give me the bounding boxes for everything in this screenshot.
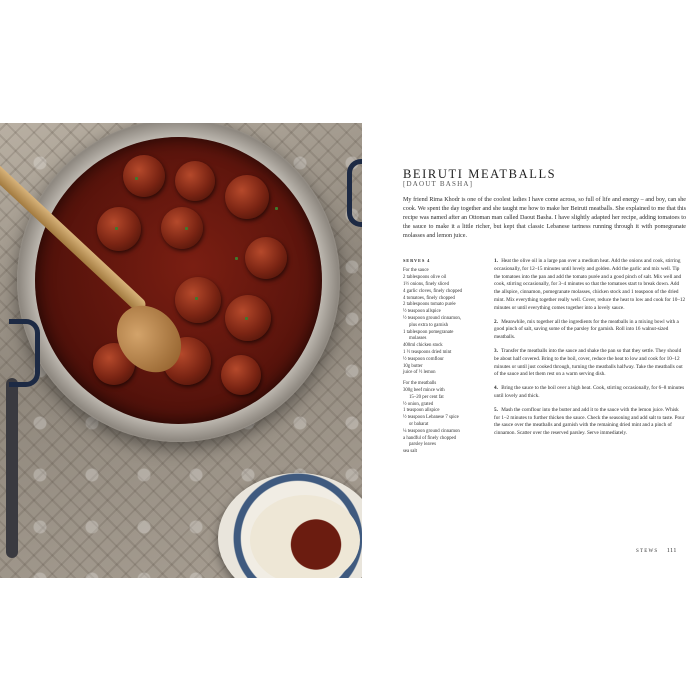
ingredients-column xyxy=(403,258,487,460)
ingredient-item: juice of ½ lemon xyxy=(403,370,436,376)
ingredient-item: or baharat xyxy=(409,421,429,427)
meatball xyxy=(161,207,203,249)
step-number: 5. xyxy=(494,406,498,413)
page-number: 111 xyxy=(666,548,677,554)
ingredient-item: ½ teaspoon cornflour xyxy=(403,356,444,362)
parsley-garnish xyxy=(135,177,138,180)
ingredient-item: parsley leaves xyxy=(409,442,437,448)
parsley-garnish xyxy=(195,297,198,300)
step-text: Meanwhile, mix together all the ingredients for the meatballs in a mixing bowl with a good pinch of salt, saving some of the parsley for garnish. Roll into 16 walnut-sized meatballs. xyxy=(494,318,679,341)
recipe-title: BEIRUTI MEATBALLS xyxy=(403,167,557,181)
step-number: 3. xyxy=(494,347,498,354)
ingredient-item: 1½ onions, finely sliced xyxy=(403,281,449,287)
meatball xyxy=(225,295,271,341)
method-step xyxy=(494,348,686,379)
ingredient-item: 1 ½ teaspoons dried mint xyxy=(403,349,452,355)
meatball xyxy=(123,155,165,197)
tomato-sauce xyxy=(35,137,322,424)
ingredient-item: plus extra to garnish xyxy=(409,322,449,328)
section-name: STEWS xyxy=(636,549,659,554)
recipe-subtitle: [DAOUT BASHA] xyxy=(403,180,474,188)
method-step xyxy=(494,407,686,438)
pot-handle-left xyxy=(9,319,40,387)
step-text: Mash the cornflour into the butter and add it to the sauce with the lemon juice. Whisk for 1–2 minutes to further thicken the sauce. Check the seasoning and add salt to taste. Pour the sauce over the meatballs and garnish with the remaining dried mint and a pinch of cinnamon. Scatter over the reserved parsley. Serve immediately. xyxy=(494,406,685,437)
page-footer xyxy=(636,548,677,554)
method-step xyxy=(494,385,686,401)
ingredient-item: 4 tomatoes, finely chopped xyxy=(403,295,455,301)
rice-and-meatballs xyxy=(250,495,360,578)
ingredient-item: molasses xyxy=(409,336,427,342)
ingredient-item: 1 tablespoon pomegranate xyxy=(403,329,454,335)
meatball xyxy=(175,277,221,323)
method-step xyxy=(494,319,686,342)
ingredient-item: 2 tablespoons olive oil xyxy=(403,275,447,281)
meatball xyxy=(221,355,261,395)
meatballs-label: For the meatballs xyxy=(403,381,437,387)
ingredient-item: ½ teaspoon ground cinnamon, xyxy=(403,315,461,321)
meatball-ingredients xyxy=(403,388,487,456)
ingredient-item: ½ teaspoon Lebanese 7 spice xyxy=(403,415,459,421)
ingredient-item: a handful of finely chopped xyxy=(403,435,457,441)
step-text: Bring the sauce to the boil over a high heat. Cook, stirring occasionally, for 6–8 minutes until lovely and thick. xyxy=(494,385,685,399)
cooking-pot xyxy=(17,123,340,442)
recipe-photo xyxy=(0,123,362,578)
ingredient-item: ½ teaspoon allspice xyxy=(403,309,441,315)
ingredient-item: 4 garlic cloves, finely chopped xyxy=(403,288,463,294)
sauce-label: For the sauce xyxy=(403,268,429,274)
knife-handle xyxy=(6,378,18,558)
ingredient-item: 1 teaspoon allspice xyxy=(403,408,440,414)
step-number: 4. xyxy=(494,385,498,392)
meatball xyxy=(97,207,141,251)
parsley-garnish xyxy=(245,317,248,320)
parsley-garnish xyxy=(115,227,118,230)
ingredient-item: 10g butter xyxy=(403,363,423,369)
step-text: Transfer the meatballs into the sauce and shake the pan so that they settle. They should be about half covered. Bring to the boil, cover, reduce the heat to low and cook for 10–12 minutes or until just cooked through, turning the meatballs halfway. Take the meatballs out of the sauce and let them rest on a warm serving dish. xyxy=(494,347,683,378)
ingredient-item: 300g beef mince with xyxy=(403,387,445,393)
step-text: Heat the olive oil in a large pan over a medium heat. Add the onions and cook, stirring occasionally, for 12–15 minutes until lovely and golden. Add the garlic and mix well. Tip the tomatoes into the pan and add the tomato purée and a good pinch of salt. Mix well and cook, stirring occasionally, for 3–4 minutes so that the tomatoes start to break down. Add the allspice, cinnamon, pomegranate molasses, chicken stock and 1 teaspoon of the dried mint. Mix everything together really well. Cover, reduce the heat to low and cook for 10–12 minutes or until everything comes together into a lovely sauce. xyxy=(494,258,686,311)
method-steps xyxy=(494,258,686,444)
recipe-intro: My friend Rima Khodr is one of the coolest ladies I have come across, so full of life and energy – and boy, can she cook. We spent the day together and she taught me how to make her Beiruti meatballs. She explained to me that this recipe was named after an Ottoman man called Daout Basha. I have slightly adapted her recipe, adding tomatoes to the sauce to make it a little richer, but kept that classic Lebanese tartness running through it with pomegranate molasses and lemon juice. xyxy=(403,197,686,240)
ingredient-item: 400ml chicken stock xyxy=(403,343,443,349)
ingredient-item: sea salt xyxy=(403,449,417,455)
method-step xyxy=(494,258,686,313)
parsley-garnish xyxy=(275,207,278,210)
sauce-ingredients xyxy=(403,275,487,377)
step-number: 2. xyxy=(494,318,498,325)
ingredient-item: 2 tablespoons tomato purée xyxy=(403,302,456,308)
pot-handle-right xyxy=(347,159,362,227)
ingredient-item: ¼ teaspoon ground cinnamon xyxy=(403,428,460,434)
parsley-garnish xyxy=(185,227,188,230)
serves-label: SERVES 4 xyxy=(403,258,431,263)
meatball xyxy=(175,161,215,201)
meatball xyxy=(225,175,269,219)
ingredient-item: ½ onion, grated xyxy=(403,401,434,407)
ingredient-item: 15–20 per cent fat xyxy=(409,394,444,400)
step-number: 1. xyxy=(494,258,498,264)
meatball xyxy=(245,237,287,279)
parsley-garnish xyxy=(235,257,238,260)
